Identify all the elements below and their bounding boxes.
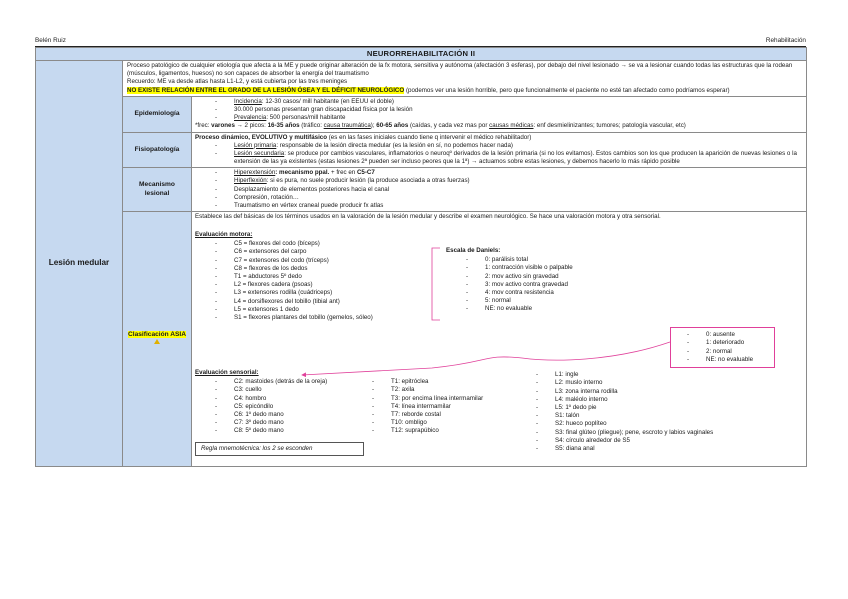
- daniels-title: Escala de Daniels:: [446, 247, 501, 255]
- list-item: - C7: 3º dedo mano: [215, 419, 385, 427]
- pathophysiology-content: [192, 132, 807, 168]
- list-item: - T3: por encima línea intermamilar: [372, 395, 552, 403]
- prevalence-text: : 500 personas/mill habitante: [266, 114, 346, 122]
- epidemiology-content: [192, 96, 807, 132]
- list-item: - Traumatismo en vértex craneal puede producir fx atlas: [215, 202, 803, 210]
- asia-canvas: [192, 212, 806, 466]
- section-title: Lesión medular: [36, 61, 123, 467]
- list-item: - Hiperflexión: si es pura, no suele producir lesión (la produce asociada a otras fuerzas): [215, 177, 803, 185]
- intro-key-point: [127, 87, 803, 95]
- list-item: - T4: línea intermamilar: [372, 403, 552, 411]
- list-item: - T7: reborde costal: [372, 411, 552, 419]
- list-item: - 5: normal: [466, 297, 656, 305]
- warning-icon: [154, 339, 160, 344]
- intro-reminder: Recuerdo: ME va desde atlas hasta L1-L2, y está cubierta por las tres meninges: [127, 78, 348, 86]
- list-item: [215, 98, 803, 106]
- list-item: - 30.000 personas presentan gran discapacidad física por la lesión: [215, 106, 803, 114]
- frequency-note: *frec: varones → 2 picos: 16-35 años (tráfico: causa traumática); 60-65 años (caídas, y cada vez mas por causas médicas: enf desmielinizantes; tumores; patología vascular, etc): [195, 122, 686, 130]
- list-item: - Lesión primaria: responsable de la lesión directa medular (es la lesión en sí, no podemos hacer nada): [215, 142, 803, 150]
- list-item: - Hiperextensión: mecanismo ppal. + frec en C5-C7: [215, 169, 803, 177]
- list-item: - NE: no evaluable: [687, 356, 768, 364]
- list-item: - C6: 1º dedo mano: [215, 411, 385, 419]
- list-item: - Compresión, rotación…: [215, 194, 803, 202]
- list-item: - Desplazamiento de elementos posteriores hacia el canal: [215, 186, 803, 194]
- daniels-bracket: [432, 248, 440, 320]
- list-item: - T1: epitróclea: [372, 378, 552, 386]
- list-item: - L2: muslo interno: [536, 379, 826, 387]
- asia-label: Clasificación ASIA: [127, 330, 187, 338]
- list-item: - C8 = flexores de los dedos: [215, 265, 455, 273]
- sensory-title: Evaluación sensorial:: [195, 369, 259, 377]
- author-name: Belén Ruiz: [35, 37, 66, 44]
- list-item: - T2: axila: [372, 386, 552, 394]
- list-item: - S1 = flexores plantares del tobillo (gemelos, sóleo): [215, 314, 455, 322]
- list-item: - L4: maléolo interno: [536, 396, 826, 404]
- list-item: - L3: zona interna rodilla: [536, 388, 826, 396]
- list-item: - 1: contracción visible o palpable: [466, 264, 656, 272]
- list-item: - 0: ausente: [687, 331, 768, 339]
- list-item: - C7 = extensores del codo (tríceps): [215, 257, 455, 265]
- pathophysiology-label: Fisiopatología: [123, 132, 192, 168]
- sensory-cervical-list: [195, 378, 385, 435]
- mechanism-content: [192, 168, 807, 212]
- list-item: - 0: parálisis total: [466, 256, 656, 264]
- list-item: - 3: mov activo contra gravedad: [466, 281, 656, 289]
- asia-label-cell: [123, 212, 192, 467]
- prevalence-label: Prevalencia: [234, 114, 267, 122]
- list-item: - S5: diana anal: [536, 445, 826, 453]
- list-item: - C6 = extensores del carpo: [215, 248, 455, 256]
- list-item: - 2: mov activo sin gravedad: [466, 273, 656, 281]
- asia-intro: Establece las def básicas de los términos usados en la valoración de la lesión medular y describe el examen neurológico. Se hace una valoración motora y otra sensorial.: [195, 213, 661, 221]
- list-item: - L4 = dorsiflexores del tobillo (tibial ant): [215, 298, 455, 306]
- list-item: - 2: normal: [687, 348, 768, 356]
- mechanism-label: Mecanismo lesional: [123, 168, 192, 212]
- list-item: - L3 = extensores rodilla (cuádriceps): [215, 289, 455, 297]
- pathophysiology-intro: Proceso dinámico, EVOLUTIVO y multifásico (es en las fases iniciales cuando tiene q intervenir el médico rehabilitador): [195, 133, 532, 141]
- sensory-lumbosacral-list: [520, 371, 826, 453]
- list-item: - L2 = flexores cadera (psoas): [215, 281, 455, 289]
- key-point-highlight: NO EXISTE RELACIÓN ENTRE EL GRADO DE LA LESIÓN ÓSEA Y EL DÉFICIT NEUROLÓGICO: [127, 86, 405, 94]
- list-item: - L5: 1º dedo pie: [536, 404, 826, 412]
- list-item: - C5: epicóndilo: [215, 403, 385, 411]
- list-item: - L1: ingle: [536, 371, 826, 379]
- key-point-note: (podemos ver una lesión horrible, pero que funcionalmente el paciente no esté tan afectado como podríamos esperar): [404, 86, 730, 94]
- motor-title: Evaluación motora:: [195, 231, 253, 239]
- list-item: [215, 114, 803, 122]
- list-item: - 4: mov contra resistencia: [466, 289, 656, 297]
- asia-content: [192, 212, 807, 467]
- list-item: - S2: hueco poplíteo: [536, 420, 826, 428]
- subject-name: Rehabilitación: [765, 37, 806, 44]
- list-item: - C3: cuello: [215, 386, 385, 394]
- list-item: - Lesión secundaria: se produce por cambios vasculares, inflamatorios o neuroqº derivados de la lesión primaria (si no los evitamos). Estos cambios son los que producen la aparición de nuevas lesiones o la extensión de las ya existentes (estas lesiones 2ª pueden ser incluso peores que la 1ª) → actuamos sobre estas lesiones, y debemos hacerlo lo más rápido posible: [215, 150, 803, 166]
- primary-lesion-label: Lesión primaria: [234, 141, 277, 149]
- intro-definition: Proceso patológico de cualquier etiología que afecta a la ME y puede originar alteración de la fx motora, sensitiva y autónoma (afectación 3 esferas), por debajo del nivel lesionado → se va a lesionar cuando todas las estructuras que la rodean (músculos, ligamentos, huesos) no son capaces de absorber la energía del traumatismo: [127, 62, 793, 78]
- list-item: - C5 = flexores del codo (bíceps): [215, 240, 455, 248]
- list-item: - S4: círculo alrededor de S5: [536, 437, 826, 445]
- list-item: - S1: talón: [536, 412, 826, 420]
- list-item: - L5 = extensores 1 dedo: [215, 306, 455, 314]
- mnemonic-note: Regla mnemotécnica: los 2 se esconden: [195, 442, 364, 456]
- list-item: - C8: 5º dedo mano: [215, 427, 385, 435]
- list-item: - NE: no evaluable: [466, 305, 656, 313]
- epidemiology-label: Epidemiología: [123, 96, 192, 132]
- page-title: NEURORREHABILITACIÓN II: [36, 48, 807, 61]
- incidence-text: : 12-30 casos/ mill habitante (en EEUU el doble): [261, 97, 394, 105]
- list-item: - C2: mastoides (detrás de la oreja): [215, 378, 385, 386]
- list-item: - 1: deteriorado: [687, 339, 768, 347]
- list-item: - S3: final glúteo (pliegue); pene, escroto y labios vaginales: [536, 429, 826, 437]
- list-item: - T10: ombligo: [372, 419, 552, 427]
- notes-table: [35, 47, 807, 467]
- list-item: - T1 = abductores 5º dedo: [215, 273, 455, 281]
- incidence-label: Incidencia: [234, 97, 262, 105]
- secondary-lesion-label: Lesión secundaria: [234, 149, 285, 157]
- intro-cell: [123, 61, 807, 97]
- list-item: - C4: hombro: [215, 395, 385, 403]
- list-item: - T12: suprapúbico: [372, 427, 552, 435]
